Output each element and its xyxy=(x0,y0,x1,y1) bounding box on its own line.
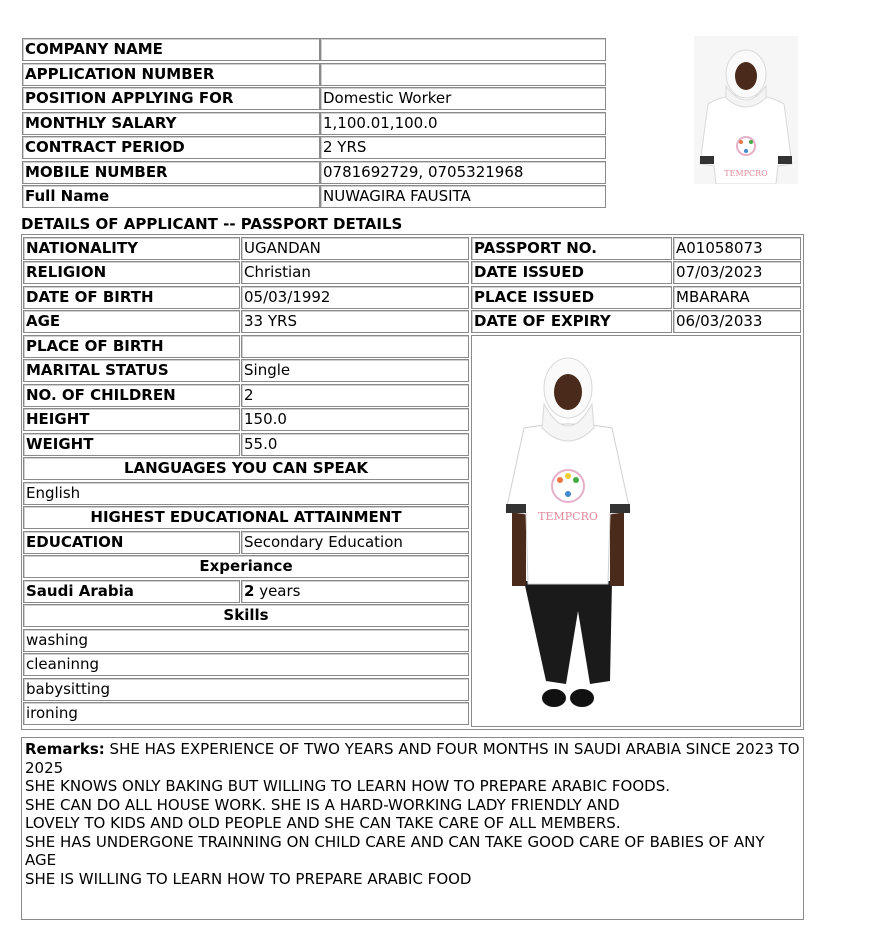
applicant-photo-large xyxy=(472,336,800,726)
language-item: English xyxy=(23,482,469,505)
education-label: EDUCATION xyxy=(23,531,240,554)
skill-item: ironing xyxy=(23,702,469,725)
contract-period-label: CONTRACT PERIOD xyxy=(22,136,320,159)
full-name-value: NUWAGIRA FAUSITA xyxy=(320,185,606,208)
education-heading: HIGHEST EDUCATIONAL ATTAINMENT xyxy=(23,506,469,529)
remarks-box xyxy=(21,737,804,920)
weight-value: 55.0 xyxy=(241,433,469,456)
position-value: Domestic Worker xyxy=(320,87,606,110)
education-value: Secondary Education xyxy=(241,531,469,554)
marital-status-label: MARITAL STATUS xyxy=(23,359,240,382)
date-issued-value: 07/03/2023 xyxy=(673,261,801,284)
mobile-number-label: MOBILE NUMBER xyxy=(22,161,320,184)
marital-status-value: Single xyxy=(241,359,469,382)
remarks-text: SHE HAS EXPERIENCE OF TWO YEARS AND FOUR MONTHS IN SAUDI ARABIA SINCE 2023 TO 2025 SHE KNOWS ONLY BAKING BUT WILLING TO LEARN HOW TO PREPARE ARABIC FOODS. SHE CAN DO ALL HOUSE WORK. SHE IS A HARD-WORKING LADY FRIENDLY AND LOVELY TO KIDS AND OLD PEOPLE AND SHE CAN TAKE CARE OF ALL MEMBERS. SHE HAS UNDERGONE TRAINNING ON CHILD CARE AND CAN TAKE GOOD CARE OF BABIES OF ANY AGE SHE IS WILLING TO LEARN HOW TO PREPARE ARABIC FOOD xyxy=(25,740,800,888)
passport-no-value: A01058073 xyxy=(673,237,801,260)
experience-duration xyxy=(241,580,469,603)
date-of-birth-label: DATE OF BIRTH xyxy=(23,286,240,309)
nationality-value: UGANDAN xyxy=(241,237,469,260)
logo-text-large: TEMPCRO xyxy=(538,510,598,523)
skill-item: cleaninng xyxy=(23,653,469,676)
remarks-label: Remarks: xyxy=(25,740,105,758)
children-label: NO. OF CHILDREN xyxy=(23,384,240,407)
nationality-label: NATIONALITY xyxy=(23,237,240,260)
age-label: AGE xyxy=(23,310,240,333)
passport-no-label: PASSPORT NO. xyxy=(471,237,672,260)
logo-text-small: TEMPCRO xyxy=(724,169,768,178)
mobile-number-value: 0781692729, 0705321968 xyxy=(320,161,606,184)
experience-unit: years xyxy=(254,582,301,600)
application-number-value xyxy=(320,63,606,86)
date-of-birth-value: 05/03/1992 xyxy=(241,286,469,309)
monthly-salary-value: 1,100.01,100.0 xyxy=(320,112,606,135)
place-of-birth-value xyxy=(241,335,469,358)
languages-heading: LANGUAGES YOU CAN SPEAK xyxy=(23,457,469,480)
full-name-label: Full Name xyxy=(22,185,320,208)
applicant-photo-frame xyxy=(471,335,801,727)
children-value: 2 xyxy=(241,384,469,407)
religion-label: RELIGION xyxy=(23,261,240,284)
date-issued-label: DATE ISSUED xyxy=(471,261,672,284)
application-number-label: APPLICATION NUMBER xyxy=(22,63,320,86)
place-issued-label: PLACE ISSUED xyxy=(471,286,672,309)
company-name-label: COMPANY NAME xyxy=(22,38,320,61)
age-value: 33 YRS xyxy=(241,310,469,333)
applicant-photo-small xyxy=(694,36,798,184)
experience-country: Saudi Arabia xyxy=(23,580,240,603)
contract-period-value: 2 YRS xyxy=(320,136,606,159)
religion-value: Christian xyxy=(241,261,469,284)
skill-item: babysitting xyxy=(23,678,469,701)
skills-heading: Skills xyxy=(23,604,469,627)
height-value: 150.0 xyxy=(241,408,469,431)
section-title: DETAILS OF APPLICANT -- PASSPORT DETAILS xyxy=(21,215,403,233)
monthly-salary-label: MONTHLY SALARY xyxy=(22,112,320,135)
place-issued-value: MBARARA xyxy=(673,286,801,309)
experience-years: 2 xyxy=(244,582,255,600)
height-label: HEIGHT xyxy=(23,408,240,431)
date-of-expiry-label: DATE OF EXPIRY xyxy=(471,310,672,333)
position-label: POSITION APPLYING FOR xyxy=(22,87,320,110)
weight-label: WEIGHT xyxy=(23,433,240,456)
place-of-birth-label: PLACE OF BIRTH xyxy=(23,335,240,358)
experience-heading: Experiance xyxy=(23,555,469,578)
skill-item: washing xyxy=(23,629,469,652)
company-name-value xyxy=(320,38,606,61)
date-of-expiry-value: 06/03/2033 xyxy=(673,310,801,333)
